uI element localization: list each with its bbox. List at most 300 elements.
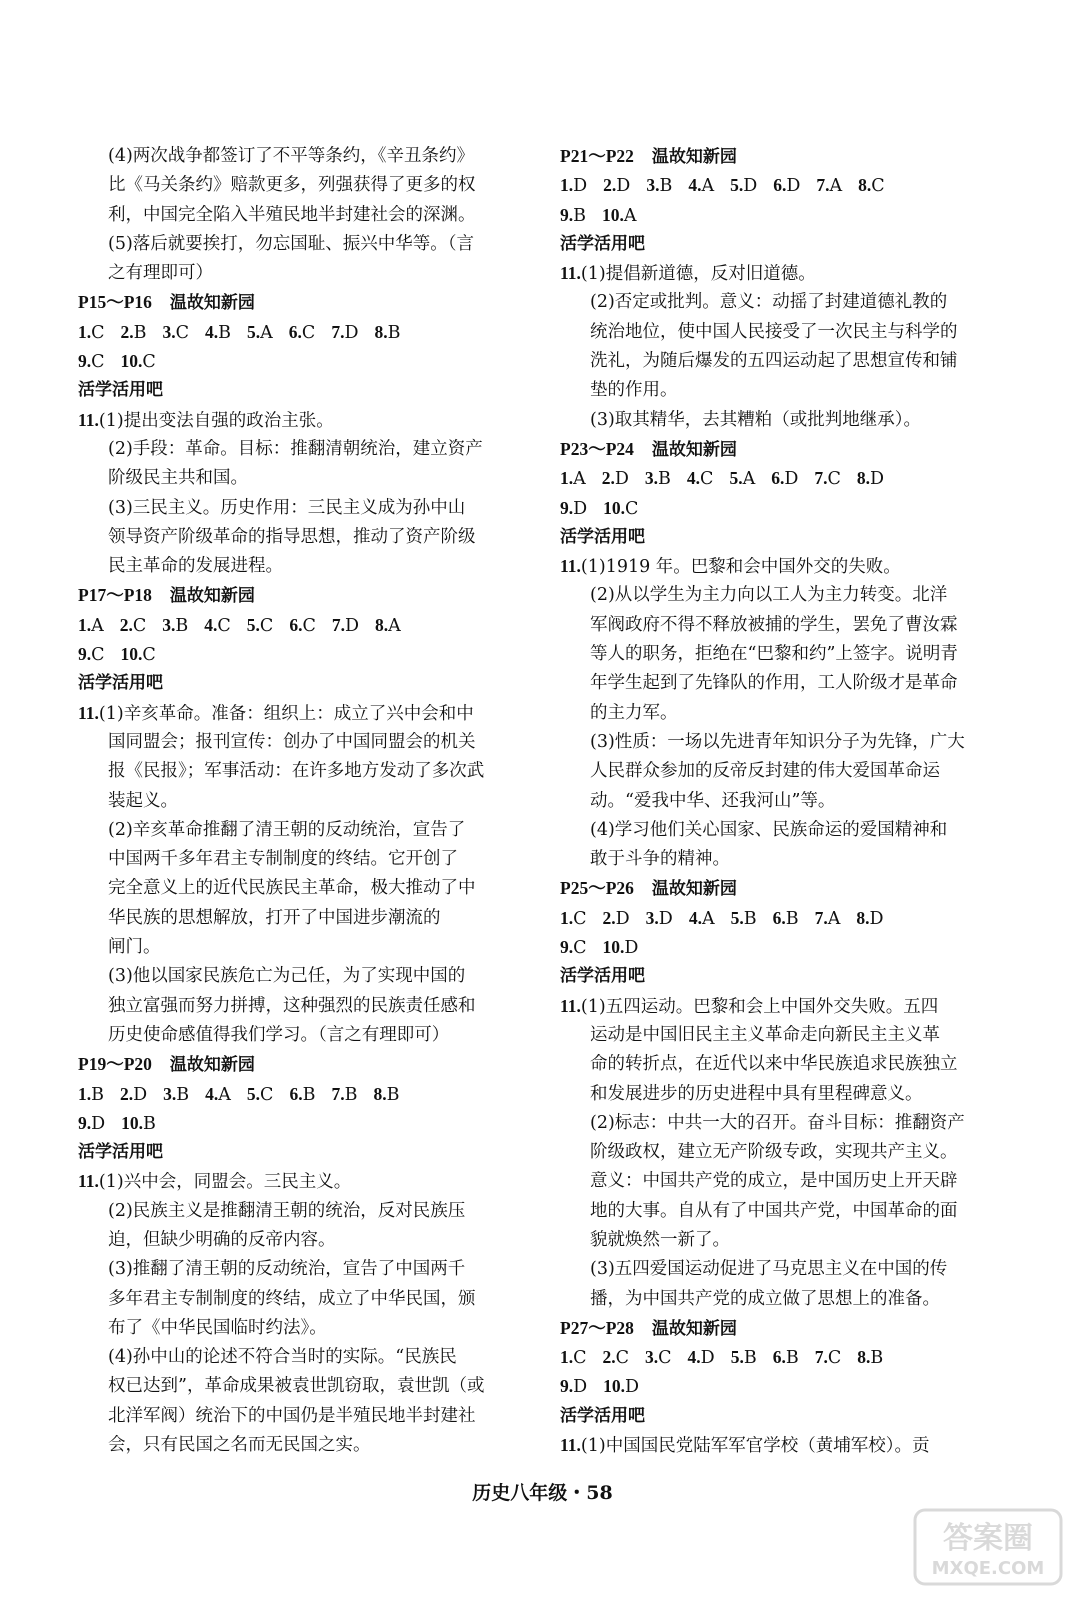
- answer-item: [729, 464, 755, 493]
- answer-row: [78, 347, 530, 376]
- answer-item: [78, 318, 105, 347]
- answer-letter: A: [91, 615, 104, 636]
- answer-number: 8.: [856, 907, 870, 928]
- answer-item: [560, 494, 587, 523]
- answer-number: 4.: [687, 1347, 701, 1368]
- answer-letter: D: [133, 1084, 148, 1105]
- answer-letter: C: [573, 1348, 587, 1369]
- answer-letter: D: [344, 322, 359, 343]
- answer-paragraph-start: (3)性质：一场以先进青年知识分子为先锋，广大: [590, 731, 965, 752]
- answer-number: 2.: [602, 907, 616, 928]
- answer-item: [815, 1343, 842, 1372]
- answer-text-line: 布了《中华民国临时约法》。: [108, 1317, 327, 1338]
- answer-number: 8.: [374, 614, 389, 635]
- answer-text-line: 迫，但缺少明确的反帝内容。: [108, 1229, 336, 1250]
- answer-number: 7.: [331, 321, 345, 342]
- answer-item: [603, 1372, 639, 1401]
- answer-letter: C: [573, 908, 587, 929]
- answer-letter: C: [175, 322, 190, 343]
- answer-letter: B: [175, 615, 189, 636]
- answer-letter: D: [624, 938, 639, 959]
- answer-letter: B: [785, 1348, 799, 1369]
- page-footer: 历史八年级・58: [472, 1482, 613, 1504]
- answer-letter: D: [870, 469, 885, 490]
- answer-number: 1.: [78, 1083, 92, 1104]
- answer-paragraph-start: (4)孙中山的论述不符合当时的实际。“民族民: [108, 1347, 457, 1368]
- answer-number: 2.: [601, 468, 615, 489]
- answer-item: [163, 318, 190, 347]
- answer-letter: D: [573, 498, 588, 519]
- answer-number: 8.: [857, 1347, 871, 1368]
- subsection-title: 活学活用吧: [560, 526, 645, 547]
- answer-number: 9.: [78, 644, 92, 665]
- answer-item: [374, 318, 400, 347]
- answer-item: [646, 171, 672, 200]
- answer-item: [375, 611, 401, 640]
- answer-text-line: 运动是中国旧民主主义革命走向新民主主义革: [590, 1024, 940, 1045]
- answer-row: [78, 640, 530, 669]
- answer-number: 1.: [560, 907, 574, 928]
- section-title: 温故知新园: [651, 1318, 737, 1339]
- answer-paragraph-start: (2)辛亥革命推翻了清王朝的反动统治，宣告了: [108, 819, 466, 840]
- answer-item: [815, 904, 841, 933]
- answer-text-line: 装起义。: [108, 790, 178, 811]
- answer-item: [687, 464, 714, 493]
- answer-letter: B: [658, 469, 671, 490]
- question-line: [560, 992, 1000, 1021]
- answer-letter: B: [785, 908, 799, 929]
- answer-letter: D: [573, 1377, 588, 1398]
- answer-number: 2.: [602, 1347, 616, 1368]
- answer-letter: C: [827, 1348, 842, 1369]
- answer-letter: B: [573, 205, 586, 226]
- answer-row: [560, 494, 1000, 523]
- answer-text-line: 和发展进步的历史进程中具有里程碑意义。: [590, 1083, 923, 1104]
- answer-text-line: 领导资产阶级革命的指导思想，推动了资产阶级: [108, 526, 476, 547]
- answer-row: [560, 201, 1000, 230]
- subsection-title: 活学活用吧: [560, 966, 645, 987]
- answer-item: [78, 611, 104, 640]
- answer-number: 6.: [772, 1347, 786, 1368]
- answer-number: 7.: [814, 907, 828, 928]
- answer-number: 2.: [120, 321, 134, 342]
- answer-letter: D: [743, 176, 758, 197]
- answer-text-line: 独立富强而努力拼搏，这种强烈的民族责任感和: [108, 995, 476, 1016]
- answer-item: [121, 1109, 156, 1138]
- answer-text-line: 阶级政权，建立无产阶级专政，实现共产主义。: [590, 1142, 958, 1163]
- section-title: 温故知新园: [169, 1055, 255, 1076]
- answer-letter: C: [573, 938, 587, 959]
- answer-letter: C: [871, 176, 885, 197]
- answer-row: [560, 464, 1000, 493]
- section-header: [560, 142, 1000, 171]
- answer-number: 10.: [603, 497, 626, 518]
- answer-letter: C: [217, 615, 231, 636]
- answer-letter: B: [743, 908, 757, 929]
- answer-letter: C: [615, 1348, 630, 1369]
- answer-item: [78, 347, 105, 376]
- question-text: (1)提出变法自强的政治主张。: [98, 410, 334, 431]
- answer-item: [289, 611, 316, 640]
- answer-number: 6.: [288, 321, 302, 342]
- question-number: 11.: [560, 263, 581, 284]
- answer-row: [78, 318, 530, 347]
- answer-item: [331, 1080, 357, 1109]
- answer-number: 10.: [602, 204, 624, 225]
- answer-text-line: 播，为中国共产党的成立做了思想上的准备。: [590, 1288, 940, 1309]
- answer-letter: B: [743, 1348, 757, 1369]
- question-text: (1)中国国民党陆军军官学校（黄埔军校）。贡: [580, 1436, 930, 1457]
- subsection-title: 活学活用吧: [78, 380, 163, 401]
- answer-number: 6.: [289, 614, 303, 635]
- answer-number: 3.: [162, 614, 176, 635]
- answer-item: [121, 640, 156, 669]
- answer-row: [560, 933, 1000, 962]
- answer-number: 1.: [560, 1347, 574, 1368]
- answer-number: 7.: [816, 175, 830, 196]
- answer-number: 7.: [814, 1347, 828, 1368]
- answer-number: 3.: [646, 175, 660, 196]
- page-range: P27～P28: [560, 1317, 634, 1338]
- answer-number: 10.: [603, 1376, 626, 1397]
- answer-number: 5.: [730, 907, 744, 928]
- answer-item: [689, 904, 715, 933]
- section-title: 温故知新园: [169, 586, 255, 607]
- answer-item: [120, 1080, 147, 1109]
- answer-number: 8.: [374, 321, 388, 342]
- answer-number: 5.: [730, 1347, 744, 1368]
- answer-letter: A: [827, 908, 841, 929]
- answer-letter: D: [616, 176, 631, 197]
- question-line: [560, 552, 1000, 581]
- answer-number: 6.: [772, 907, 786, 928]
- answer-paragraph-start: (2)手段：革命。目标：推翻清朝统治，建立资产: [108, 438, 483, 459]
- answer-row: [78, 1080, 530, 1109]
- answer-item: [602, 464, 629, 493]
- section-header: [78, 581, 530, 610]
- question-text: (1)辛亥革命。准备：组织上：成立了兴中会和中: [98, 703, 474, 724]
- answer-number: 10.: [121, 1112, 144, 1133]
- answer-item: [247, 611, 274, 640]
- answer-number: 9.: [560, 937, 574, 958]
- answer-number: 5.: [246, 614, 260, 635]
- answer-number: 10.: [120, 351, 143, 372]
- answer-paragraph-start: (4)学习他们关心国家、民族命运的爱国精神和: [590, 819, 948, 840]
- answer-letter: D: [91, 1113, 106, 1134]
- answer-item: [773, 1343, 799, 1372]
- page-range: P17～P18: [78, 585, 152, 606]
- answer-number: 2.: [603, 175, 617, 196]
- answer-number: 9.: [560, 497, 574, 518]
- answer-number: 1.: [78, 321, 92, 342]
- answer-letter: B: [133, 322, 147, 343]
- answer-letter: A: [701, 176, 715, 197]
- answer-letter: A: [260, 322, 273, 343]
- answer-item: [331, 318, 358, 347]
- section-header: [560, 435, 1000, 464]
- answer-paragraph-start: (3)推翻了清王朝的反动统治，宣告了中国两千: [108, 1259, 466, 1280]
- answer-letter: C: [132, 615, 147, 636]
- answer-letter: A: [742, 469, 756, 490]
- answer-item: [816, 171, 842, 200]
- answer-number: 9.: [560, 1376, 574, 1397]
- answer-number: 4.: [686, 468, 701, 489]
- answer-item: [332, 611, 359, 640]
- answer-number: 2.: [120, 1083, 134, 1104]
- answer-number: 3.: [644, 468, 659, 489]
- answer-text-line: 多年君主专制制度的终结，成立了中华民国，颁: [108, 1288, 476, 1309]
- answer-text-line: 之有理即可）: [108, 263, 213, 284]
- answer-letter: D: [573, 176, 588, 197]
- answer-number: 9.: [78, 1112, 92, 1133]
- answer-paragraph-start: (3)五四爱国运动促进了马克思主义在中国的传: [590, 1259, 948, 1280]
- answer-number: 6.: [771, 468, 785, 489]
- watermark-logo: [913, 1508, 1063, 1586]
- answer-item: [121, 347, 156, 376]
- question-line: [560, 259, 1000, 288]
- answer-item: [560, 933, 587, 962]
- answer-number: 10.: [120, 644, 143, 665]
- answer-item: [688, 171, 714, 200]
- answer-letter: B: [387, 322, 401, 343]
- answer-text-line: 地的大事。自从有了中国共产党，中国革命的面: [590, 1200, 958, 1221]
- answer-text-line: 人民群众参加的反帝反封建的伟大爱国革命运: [590, 761, 940, 782]
- answer-paragraph-start: (3)他以国家民族危亡为己任，为了实现中国的: [108, 966, 466, 987]
- answer-number: 1.: [560, 175, 574, 196]
- page-range: P23～P24: [560, 438, 634, 459]
- answer-item: [560, 464, 586, 493]
- answer-item: [771, 464, 798, 493]
- left-column: [78, 142, 530, 1460]
- question-number: 11.: [78, 702, 99, 723]
- answer-text-line: 貌就焕然一新了。: [590, 1229, 730, 1250]
- answer-number: 4.: [688, 175, 702, 196]
- answer-letter: C: [658, 1348, 672, 1369]
- watermark-line1: 答案圈: [943, 1521, 1033, 1556]
- answer-letter: A: [623, 205, 637, 226]
- answer-letter: D: [658, 908, 673, 929]
- answer-item: [602, 201, 637, 230]
- answer-paragraph-start: (3)取其精华，去其糟粕（或批判地继承）。: [590, 409, 922, 430]
- question-number: 11.: [78, 1171, 99, 1192]
- answer-letter: B: [870, 1348, 884, 1369]
- answer-letter: D: [615, 908, 630, 929]
- answer-number: 9.: [78, 351, 92, 372]
- answer-letter: C: [142, 352, 156, 373]
- answer-item: [856, 904, 883, 933]
- right-column: [560, 142, 1000, 1460]
- answer-text-line: 闸门。: [108, 937, 161, 958]
- answer-item: [78, 1109, 105, 1138]
- answer-letter: C: [625, 498, 639, 519]
- answer-letter: C: [259, 615, 274, 636]
- answer-item: [205, 1080, 231, 1109]
- answer-paragraph-start: (4)两次战争都签订了不平等条约，《辛丑条约》: [108, 146, 475, 166]
- answer-text-line: 中国两千多年君主专制制度的终结。它开创了: [108, 849, 458, 870]
- answer-text-line: 国同盟会；报刊宣传：创办了中国同盟会的机关: [108, 731, 476, 752]
- answer-text-line: 华民族的思想解放，打开了中国进步潮流的: [108, 907, 441, 928]
- question-number: 11.: [560, 995, 581, 1016]
- answer-text-line: 完全意义上的近代民族民主革命，极大推动了中: [108, 878, 476, 899]
- subsection-title: 活学活用吧: [560, 1405, 645, 1426]
- answer-letter: D: [625, 1377, 640, 1398]
- section-header: [78, 288, 530, 317]
- answer-item: [78, 1080, 104, 1109]
- question-text: (1)1919 年。巴黎和会中国外交的失败。: [580, 557, 901, 578]
- question-number: 11.: [78, 409, 99, 430]
- answer-number: 8.: [373, 1083, 387, 1104]
- answer-letter: B: [302, 1084, 316, 1105]
- page-range: P19～P20: [78, 1054, 152, 1075]
- answer-text-line: 敢于斗争的精神。: [590, 849, 730, 870]
- answer-item: [603, 494, 638, 523]
- answer-item: [857, 464, 884, 493]
- answer-number: 4.: [688, 907, 702, 928]
- answer-item: [645, 1343, 672, 1372]
- question-text: (1)五四运动。巴黎和会上中国外交失败。五四: [580, 996, 939, 1017]
- answer-number: 4.: [205, 321, 219, 342]
- subsection-title: 活学活用吧: [78, 673, 163, 694]
- question-line: [78, 1167, 530, 1196]
- question-line: [78, 699, 530, 728]
- answer-letter: A: [573, 469, 586, 490]
- answer-item: [247, 1080, 274, 1109]
- answer-row: [78, 611, 530, 640]
- question-text: (1)兴中会，同盟会。三民主义。: [98, 1172, 352, 1193]
- answer-item: [688, 1343, 715, 1372]
- answer-number: 8.: [858, 175, 872, 196]
- answer-item: [204, 611, 231, 640]
- answer-item: [730, 171, 757, 200]
- answer-letter: C: [301, 322, 316, 343]
- answer-item: [603, 1343, 630, 1372]
- answer-text-line: 比《马关条约》赔款更多，列强获得了更多的权: [108, 175, 476, 196]
- answer-text-line: 利，中国完全陷入半殖民地半封建社会的深渊。: [108, 204, 476, 225]
- answer-item: [560, 904, 587, 933]
- answer-number: 2.: [119, 614, 133, 635]
- answer-number: 1.: [78, 614, 92, 635]
- answer-text-line: 年学生起到了先锋队的作用，工人阶级才是革命: [590, 673, 958, 694]
- answer-item: [373, 1080, 399, 1109]
- answer-letter: B: [176, 1084, 190, 1105]
- answer-row: [560, 1372, 1000, 1401]
- answer-letter: D: [869, 908, 884, 929]
- answer-text-line: 垫的作用。: [590, 380, 678, 401]
- question-text: (1)提倡新道德，反对旧道德。: [580, 264, 816, 285]
- answer-letter: C: [142, 645, 156, 666]
- answer-item: [773, 171, 800, 200]
- answer-number: 3.: [162, 321, 176, 342]
- answer-letter: B: [386, 1084, 400, 1105]
- subsection-title: 活学活用吧: [560, 233, 645, 254]
- answer-text-line: 报《民报》；军事活动：在许多地方发动了多次武: [108, 761, 485, 782]
- answer-text-line: 意义：中国共产党的成立，是中国历史上开天辟: [590, 1171, 958, 1192]
- answer-letter: C: [260, 1084, 274, 1105]
- answer-letter: A: [829, 176, 843, 197]
- answer-number: 6.: [773, 175, 787, 196]
- answer-item: [289, 1080, 315, 1109]
- answer-paragraph-start: (5)落后就要挨打，勿忘国耻、振兴中华等。（言: [108, 233, 475, 254]
- answer-item: [163, 1080, 189, 1109]
- answer-number: 8.: [856, 468, 870, 489]
- section-header: [78, 1050, 530, 1079]
- answer-letter: D: [614, 469, 629, 490]
- answer-row: [560, 1343, 1000, 1372]
- answer-text-line: 等人的职务，拒绝在“巴黎和约”上签字。说明青: [590, 644, 958, 665]
- answer-number: 5.: [246, 1083, 261, 1104]
- answer-item: [120, 611, 147, 640]
- answer-number: 7.: [814, 468, 828, 489]
- answer-item: [121, 318, 147, 347]
- answer-number: 7.: [331, 1083, 345, 1104]
- answer-item: [773, 904, 799, 933]
- answer-item: [645, 464, 671, 493]
- subsection-title: 活学活用吧: [78, 1142, 163, 1163]
- answer-letter: C: [827, 469, 841, 490]
- answer-row: [560, 171, 1000, 200]
- answer-number: 9.: [560, 204, 574, 225]
- answer-paragraph-start: (2)从以学生为主力向以工人为主力转变。北洋: [590, 585, 948, 606]
- answer-number: 5.: [729, 468, 743, 489]
- answer-text-line: 历史使命感值得我们学习。（言之有理即可）: [108, 1024, 450, 1045]
- answer-item: [858, 171, 885, 200]
- section-header: [560, 874, 1000, 903]
- answer-text-line: 阶级民主共和国。: [108, 468, 248, 489]
- answer-row: [560, 904, 1000, 933]
- answer-letter: C: [91, 322, 105, 343]
- answer-number: 3.: [163, 1083, 177, 1104]
- answer-item: [731, 904, 757, 933]
- answer-letter: C: [700, 469, 714, 490]
- question-line: [78, 406, 530, 435]
- answer-item: [560, 1343, 587, 1372]
- answer-number: 7.: [331, 614, 345, 635]
- answer-item: [78, 640, 105, 669]
- answer-letter: D: [344, 615, 359, 636]
- page-range: P25～P26: [560, 878, 634, 899]
- answer-text-line: 军阀政府不得不释放被捕的学生，罢免了曹汝霖: [590, 614, 958, 635]
- answer-letter: C: [91, 645, 105, 666]
- answer-item: [162, 611, 188, 640]
- answer-text-line: 会，只有民国之名而无民国之实。: [108, 1435, 371, 1456]
- section-title: 温故知新园: [651, 439, 737, 460]
- answer-letter: C: [91, 352, 105, 373]
- answer-text-line: 命的转折点，在近代以来中华民族追求民族独立: [590, 1054, 958, 1075]
- answer-paragraph-start: (2)民族主义是推翻清王朝的统治，反对民族压: [108, 1200, 466, 1221]
- answer-paragraph-start: (3)三民主义。历史作用：三民主义成为孙中山: [108, 497, 466, 518]
- answer-letter: B: [344, 1084, 358, 1105]
- answer-letter: C: [302, 615, 316, 636]
- answer-item: [603, 933, 639, 962]
- answer-item: [603, 904, 630, 933]
- page-range: P15～P16: [78, 292, 152, 313]
- answer-item: [247, 318, 273, 347]
- answer-item: [857, 1343, 883, 1372]
- answer-letter: A: [701, 908, 715, 929]
- section-title: 温故知新园: [651, 147, 737, 167]
- answer-text-line: 权已达到”，革命成果被袁世凯窃取，袁世凯（或: [108, 1376, 485, 1397]
- answer-number: 5.: [247, 321, 261, 342]
- answer-letter: B: [143, 1113, 156, 1134]
- answer-number: 10.: [602, 937, 625, 958]
- answer-item: [814, 464, 841, 493]
- answer-letter: B: [91, 1084, 104, 1105]
- answer-letter: A: [388, 615, 401, 636]
- answer-number: 3.: [645, 1347, 659, 1368]
- answer-text-line: 动。“爱我中华、还我河山”等。: [590, 790, 836, 811]
- watermark-line2: MXQE.COM: [931, 1558, 1045, 1579]
- answer-row: [78, 1109, 530, 1138]
